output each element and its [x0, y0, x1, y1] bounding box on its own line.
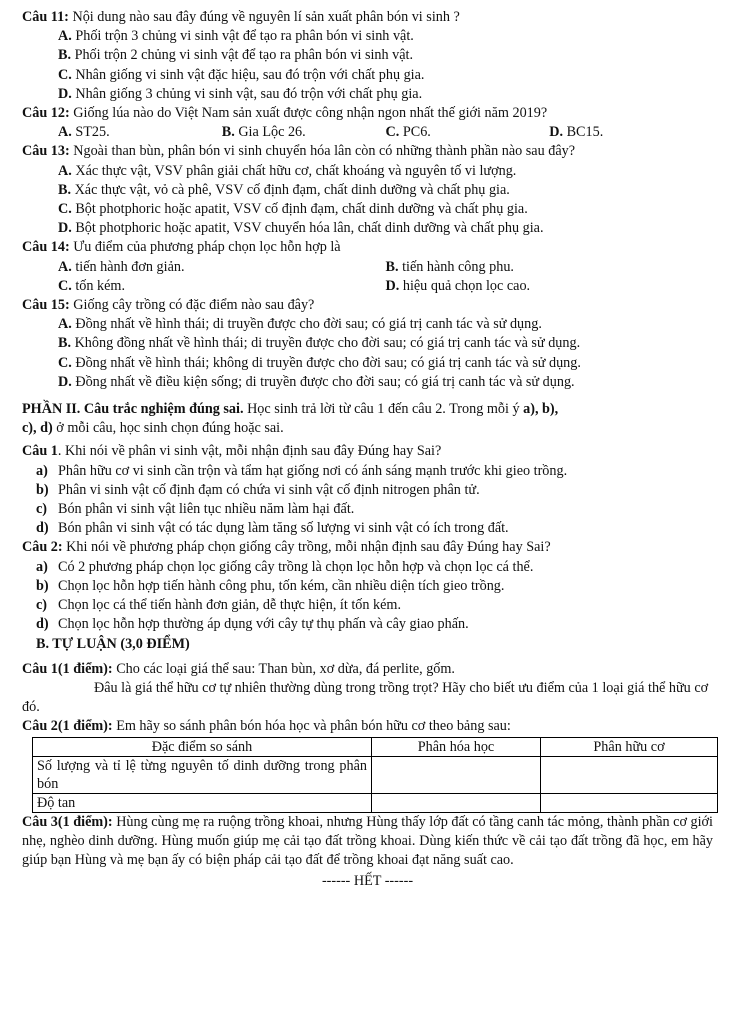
question-label: Câu 3(1 điểm): [22, 813, 113, 830]
question-15 [22, 296, 713, 315]
tf1-item-a [22, 462, 713, 481]
option-text: Đồng nhất về hình thái; không di truyền được cho đời sau; có giá trị canh tác và sử dụng. [71, 354, 581, 371]
question-label: Câu 14: [22, 239, 70, 256]
option-key: C. [58, 354, 72, 371]
part-text: Học sinh trả lời từ câu 1 đến câu 2. Trong mỗi ý [243, 401, 524, 418]
option-key: C. [58, 66, 72, 83]
option-14a [58, 258, 386, 277]
question-label: Câu 15: [22, 297, 70, 314]
item-key: a) [36, 462, 48, 479]
end-marker: ------ HẾT ------ [321, 873, 414, 890]
item-text: Chọn lọc cá thể tiến hành đơn giản, dễ thực hiện, ít tốn kém. [58, 597, 402, 614]
item-text: Có 2 phương pháp chọn lọc giống cây trồng là chọn lọc hỗn hợp và chọn lọc cá thể. [58, 558, 534, 575]
option-key: A. [58, 124, 72, 141]
item-key: a) [36, 558, 48, 575]
table-cell-empty[interactable] [372, 756, 541, 793]
option-text: Đồng nhất về điều kiện sống; di truyền được cho đời sau; có giá trị canh tác và sử dụng. [71, 373, 575, 390]
option-15b [22, 334, 713, 353]
item-text: Chọn lọc hỗn hợp tiến hành công phu, tốn kém, cần nhiều diện tích gieo trồng. [58, 577, 505, 594]
section-title: B. TỰ LUẬN (3,0 ĐIỂM) [36, 635, 190, 652]
option-key: B. [58, 47, 72, 64]
option-12c [386, 123, 550, 142]
question-label: Câu 1 [22, 443, 58, 460]
option-key: C. [385, 124, 400, 141]
question-label: Câu 1(1 điểm): [22, 660, 113, 677]
option-text: Không đồng nhất về hình thái; di truyền được cho đời sau; có giá trị canh tác và sử dụng. [71, 335, 581, 352]
option-13c [22, 200, 713, 219]
option-text: tiến hành đơn giản. [71, 258, 185, 275]
part-text: ở mỗi câu, học sinh chọn đúng hoặc sai. [52, 420, 284, 437]
tf1-item-b [22, 481, 713, 500]
item-key: b) [36, 577, 49, 594]
option-15d [22, 373, 713, 392]
option-11c [22, 66, 713, 85]
tf2-item-b [22, 577, 713, 596]
tf2-item-a [22, 558, 713, 577]
option-text: Gia Lộc 26. [234, 124, 306, 141]
table-cell: Độ tan [33, 793, 372, 812]
option-key: C. [58, 201, 72, 218]
option-key: A. [58, 316, 72, 333]
part-bold: c), d) [22, 420, 53, 437]
question-text: Cho các loại giá thể sau: Than bùn, xơ dừa, đá perlite, gốm. [112, 660, 455, 677]
question-text: Nội dung nào sau đây đúng về nguyên lí sản xuất phân bón vi sinh ? [68, 9, 460, 25]
item-key: d) [36, 520, 49, 537]
option-key: A. [58, 162, 72, 179]
question-text: Ưu điểm của phương pháp chọn lọc hỗn hợp là [69, 239, 341, 256]
options-row-12 [22, 123, 713, 142]
option-key: D. [549, 124, 564, 141]
column-header: Đặc điểm so sánh [33, 737, 372, 756]
option-15a [22, 315, 713, 334]
table-cell-empty[interactable] [541, 756, 718, 793]
option-13d [22, 219, 713, 238]
option-key: D. [58, 85, 72, 102]
option-12b [222, 123, 386, 142]
option-13a [22, 162, 713, 181]
option-text: hiệu quả chọn lọc cao. [399, 277, 531, 294]
item-text: Bón phân vi sinh vật liên tục nhiều năm làm hại đất. [58, 501, 355, 518]
item-text: Chọn lọc hỗn hợp thường áp dụng với cây tự thụ phấn và cây giao phấn. [58, 616, 469, 633]
question-14 [22, 238, 713, 257]
question-text: . Khi nói về phân vi sinh vật, mỗi nhận định sau đây Đúng hay Sai? [57, 443, 442, 460]
item-key: d) [36, 616, 49, 633]
option-14b [386, 258, 714, 277]
essay-question-1-body: Đâu là giá thể hữu cơ tự nhiên thường dùng trong trồng trọt? Hãy cho biết ưu điểm của 1 loại giá thể hữu cơ đó. [22, 679, 709, 716]
part-bold: a), b), [523, 401, 559, 418]
comparison-table [32, 737, 718, 813]
part-title: PHẦN II. Câu trắc nghiệm đúng sai. [22, 401, 244, 418]
options-row-14cd [22, 277, 713, 296]
table-cell: Số lượng và tỉ lệ từng nguyên tố dinh dưỡng trong phân bón [33, 756, 372, 793]
option-text: Bột photphoric hoặc apatit, VSV cố định đạm, chất dinh dưỡng và chất phụ gia. [71, 201, 528, 218]
item-text: Phân vi sinh vật cố định đạm có chứa vi sinh vật cố định nitrogen phân tử. [58, 481, 480, 498]
part-2-instructions [22, 400, 713, 438]
item-key: b) [36, 481, 49, 498]
question-text: Em hãy so sánh phân bón hóa học và phân bón hữu cơ theo bảng sau: [112, 718, 511, 735]
option-14d [386, 277, 714, 296]
question-label: Câu 13: [22, 143, 70, 160]
question-label: Câu 2: [22, 539, 63, 556]
options-row-14ab [22, 258, 713, 277]
option-15c [22, 354, 713, 373]
question-text: Giống lúa nào do Việt Nam sản xuất được công nhận ngon nhất thế giới năm 2019? [69, 105, 548, 122]
question-label: Câu 11: [22, 9, 69, 25]
option-text: Phối trộn 3 chủng vi sinh vật để tạo ra phân bón vi sinh vật. [71, 28, 414, 45]
tf2-item-c [22, 596, 713, 615]
option-14c [58, 277, 386, 296]
table-row [33, 793, 718, 812]
option-text: tốn kém. [71, 277, 125, 294]
question-text: Khi nói về phương pháp chọn giống cây trồng, mỗi nhận định sau đây Đúng hay Sai? [62, 539, 551, 556]
option-key: A. [58, 28, 72, 45]
option-11d [22, 85, 713, 104]
option-key: D. [385, 277, 400, 294]
option-text: BC15. [563, 124, 604, 141]
question-label: Câu 12: [22, 105, 70, 122]
option-11a [22, 27, 713, 46]
question-13 [22, 142, 713, 161]
column-header: Phân hữu cơ [541, 737, 718, 756]
tf-question-1 [22, 442, 713, 461]
option-key: B. [221, 124, 235, 141]
question-text: Giống cây trồng có đặc điểm nào sau đây? [69, 297, 315, 314]
option-text: Xác thực vật, VSV phân giải chất hữu cơ, chất khoáng và nguyên tố vi lượng. [71, 162, 517, 179]
table-row [33, 756, 718, 793]
option-key: B. [385, 258, 399, 275]
table-cell-empty[interactable] [372, 793, 541, 812]
question-label: Câu 2(1 điểm): [22, 718, 113, 735]
table-header-row [33, 737, 718, 756]
item-key: c) [36, 597, 48, 614]
question-12 [22, 104, 713, 123]
option-text: Bột photphoric hoặc apatit, VSV chuyển hóa lân, chất dinh dưỡng và chất phụ gia. [71, 220, 544, 237]
item-text: Phân hữu cơ vi sinh cần trộn và tẩm hạt giống nơi có ánh sáng mạnh trước khi gieo trồng. [58, 462, 568, 479]
option-12a [58, 123, 222, 142]
item-text: Bón phân vi sinh vật có tác dụng làm tăng số lượng vi sinh vật có ích trong đất. [58, 520, 509, 537]
item-key: c) [36, 501, 48, 518]
essay-question-1 [22, 660, 713, 679]
option-key: B. [58, 181, 72, 198]
option-text: Xác thực vật, vỏ cà phê, VSV cố định đạm, chất dinh dưỡng và chất phụ gia. [71, 181, 510, 198]
option-text: Nhân giống 3 chủng vi sinh vật, sau đó trộn với chất phụ gia. [71, 85, 423, 102]
option-text: Phối trộn 2 chủng vi sinh vật để tạo ra phân bón vi sinh vật. [71, 47, 414, 64]
tf-question-2 [22, 538, 713, 557]
essay-question-2 [22, 717, 713, 736]
option-key: C. [58, 277, 72, 294]
option-key: B. [58, 335, 72, 352]
question-text: Ngoài than bùn, phân bón vi sinh chuyển hóa lân còn có những thành phần nào sau đây? [69, 143, 576, 160]
column-header: Phân hóa học [372, 737, 541, 756]
table-cell-empty[interactable] [541, 793, 718, 812]
option-text: Đồng nhất về hình thái; di truyền được cho đời sau; có giá trị canh tác và sử dụng. [71, 316, 542, 333]
option-text: tiến hành công phu. [398, 258, 514, 275]
option-13b [22, 181, 713, 200]
option-text: PC6. [399, 124, 431, 141]
essay-question-3 [22, 813, 713, 871]
option-key: A. [58, 258, 72, 275]
question-11 [22, 8, 713, 27]
option-key: D. [58, 373, 72, 390]
tf1-item-c [22, 500, 713, 519]
tf2-item-d [22, 615, 713, 634]
option-11b [22, 46, 713, 65]
tf1-item-d [22, 519, 713, 538]
option-text: ST25. [71, 124, 110, 141]
option-text: Nhân giống vi sinh vật đặc hiệu, sau đó trộn với chất phụ gia. [71, 66, 425, 83]
option-key: D. [58, 220, 72, 237]
option-12d [549, 123, 713, 142]
question-text: Hùng cùng mẹ ra ruộng trồng khoai, nhưng Hùng thấy lớp đất có tầng canh tác mỏng, thành phần cơ giới nhẹ, nghèo dinh dưỡng. Hùng muốn giúp mẹ cải tạo đất trồng khoai. Dùng kiến thức về cải tạo đất trồng đã học, em hãy giúp bạn Hùng và mẹ bạn ấy có biện pháp cải tạo đất để trồng khoai đạt năng suất cao. [22, 813, 713, 868]
